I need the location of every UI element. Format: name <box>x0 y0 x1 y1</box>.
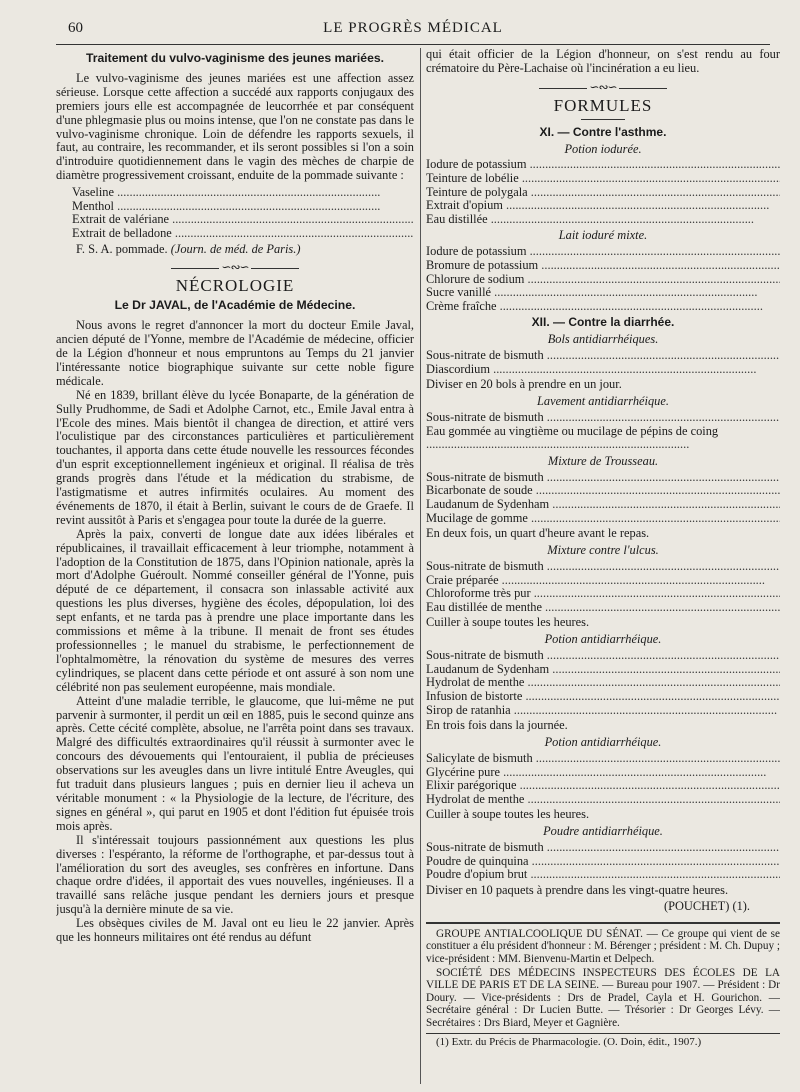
potion2-title: Potion antidiarrhéique. <box>544 735 662 750</box>
necro-paragraph: Nous avons le regret d'annoncer la mort du docteur Emile Javal, ancien député de l'Yonne, membre de l'Académie de médecine, officier de la Légion d'honneur et nous empruntons au Temps du 21 janvier l'intéressante notice biographique suivante sur cette noble figure médicale. <box>56 318 414 388</box>
necro-paragraph: Après la paix, converti de longue date aux idées libérales et républicaines, il travaillait efficacement à leur triomphe, notamment à l'adoption de la Constitution de 1875, dans l'Opinion nationale, après la mort d'Adolphe Guéroult. Nommé conseiller général de l'Yonne, puis député de ce département, il consacra son inlassable activité aux questions les plus diverses, hygiène des écoles, dépopulation, loi des sept enfants, et ne tarda pas à prendre une place importante dans les commissions et même à la tribune. Il menait de front ses études professionnelles ; le manuel du strabisme, le perfectionnement de l'ophtalmomètre, la rénovation du système de mesures des verres cylindriques, se placent dans cette période et ont assuré à son nom une célébrité non pas seulement européenne, mais mondiale. <box>56 526 414 694</box>
ulcus-title: Mixture contre l'ulcus. <box>547 543 659 558</box>
recipe-row <box>426 868 780 882</box>
recipe-row <box>426 186 780 200</box>
recipe-row <box>426 855 780 869</box>
ingredient-name: Teinture de lobélie ..... <box>426 172 780 186</box>
asthme-title: XI. — Contre l'asthme. <box>539 124 667 139</box>
ingredient-name: Poudre d'opium brut ..... <box>426 868 780 882</box>
ingredient-name: Bromure de potassium ..... <box>426 259 780 273</box>
ingredient-name: Extrait de belladone ..... <box>72 227 414 241</box>
trousseau-instructions: En deux fois, un quart d'heure avant le repas. <box>426 526 650 541</box>
recipe-row <box>72 200 414 214</box>
ulcus-instructions: Cuiller à soupe toutes les heures. <box>426 615 590 630</box>
running-title: LE PROGRÈS MÉDICAL <box>323 20 503 36</box>
necro-continuation: qui était officier de la Légion d'honneur, on s'est rendu au four crématoire du Père-Lachaise où l'incinération a eu lieu. <box>426 48 780 75</box>
ingredient-name: Mucilage de gomme ..... <box>426 512 780 526</box>
recipe-row <box>426 601 780 615</box>
left-column <box>56 48 414 1084</box>
note-medecins-inspecteurs: SOCIÉTÉ DES MÉDECINS INSPECTEURS DES ÉCOLES DE LA VILLE DE PARIS ET DE LA SEINE. — Bureau pour 1907. — Président : Dr Doury. — Vice-présidents : Drs de Pradel, Cayla et H. Gourichon. — Secrétaire général : Dr Lucien Butte. — Trésorier : Dr Georges Lévy. — Secrétaires : Drs Biard, Meyer et Gagnière. <box>426 966 780 1029</box>
recipe-row <box>426 425 780 452</box>
recipe-row <box>426 779 780 793</box>
necro-paragraph: Atteint d'une maladie terrible, le glaucome, que lui-même ne put parvenir à surmonter, il perdit un œil en 1885, puis le second quinze ans après. Cette cécité complète, absolue, ne l'arrêta point dans ses travaux. Malgré des difficultés extraordinaires qu'il réussit à surmonter avec le concours des dévouements qui l'entouraient, il publia de précieuses observations sur les aveugles dans un livre intitulé Entre Aveugles, qui fut traduit dans plusieurs langues ; puis en dernier lieu il acheva un véritable monument : « la Physiologie de la lecture, de l'écriture, des signes en général », qui parut en 1905 et dont l'édition fut épuisée trois mois après. <box>56 693 414 833</box>
recipe-row <box>426 158 780 172</box>
ingredient-name: Extrait de valériane ..... <box>72 213 414 227</box>
ingredient-name: Menthol ..... <box>72 200 414 214</box>
ingredient-name: Glycérine pure ..... <box>426 766 780 780</box>
recipe-row <box>72 227 414 241</box>
recipe-row <box>72 186 414 200</box>
poudre-instructions: Diviser en 10 paquets à prendre dans les vingt-quatre heures. <box>426 882 729 897</box>
poudre-recipe <box>426 841 780 882</box>
page-header <box>56 18 770 45</box>
recipe-row <box>426 349 780 363</box>
trousseau-title: Mixture de Trousseau. <box>547 453 659 468</box>
ulcus-recipe <box>426 560 780 614</box>
vulvo-paragraph: Le vulvo-vaginisme des jeunes mariées est une affection assez sérieuse. Lorsque cette affection a succédé aux rapports conjugaux des premiers jours elle est accompagnée de leucorrhée et par conséquent d'une phlegmasie plus ou moins intense, que l'on ne constate pas dans le vulvo-vaginisme chronique. Loin de défendre les rapports sexuels, il faut, au contraire, les recommander, et ils seront possibles si l'on a soin d'introduire quotidiennement dans le vagin des mèches de charpie de diamètre progressivement croissant, enduite de la pommade suivante : <box>56 70 414 183</box>
ingredient-name: Sous-nitrate de bismuth ..... <box>426 649 780 663</box>
lavement-title: Lavement antidiarrhéique. <box>537 394 669 409</box>
ingredient-name: Hydrolat de menthe ..... <box>426 793 780 807</box>
page-number: 60 <box>68 20 83 36</box>
ingredient-name: Laudanum de Sydenham ..... <box>426 663 780 677</box>
news-notes <box>426 922 780 1029</box>
recipe-row <box>426 273 780 287</box>
potion-iodee-title: Potion iodurée. <box>564 141 642 156</box>
ingredient-name: Sous-nitrate de bismuth ..... <box>426 411 780 425</box>
recipe-row <box>426 411 780 425</box>
necro-paragraph: Il s'intéressait toujours passionnément aux questions les plus diverses : l'espéranto, la réforme de l'orthographe, et par-dessus tout à l'amélioration du sort des aveugles, ses confrères en infortune. Dans chaque ordre d'idées, il apportait des vues nouvelles, ingénieuses. Il a travaillé sans relâche jusque pendant les derniers jours et presque jusqu'à la dernière minute de sa vie. <box>56 832 414 917</box>
footnote: (1) Extr. du Précis de Pharmacologie. (O. Doin, édit., 1907.) <box>426 1033 780 1050</box>
recipe-row <box>426 766 780 780</box>
recipe-row <box>426 199 780 213</box>
ingredient-name: Hydrolat de menthe ..... <box>426 676 780 690</box>
section-ornament: ∽∾∽ <box>426 81 780 95</box>
right-column <box>426 48 780 1084</box>
ingredient-name: Chloroforme très pur ..... <box>426 587 780 601</box>
ingredient-name: Eau gommée au vingtième ou mucilage de pépins de coing ..... <box>426 425 780 452</box>
ingredient-name: Sirop de ratanhia ..... <box>426 704 780 718</box>
section-ornament: ∽∾∽ <box>56 261 414 275</box>
recipe-row <box>426 471 780 485</box>
ingredient-name: Teinture de polygala ..... <box>426 186 780 200</box>
ingredient-name: Diascordium ..... <box>426 363 780 377</box>
potion-iodee-recipe <box>426 158 780 226</box>
vulvo-recipe <box>72 186 414 240</box>
vulvo-signature-source: (Journ. de méd. de Paris.) <box>170 241 301 256</box>
trousseau-recipe <box>426 471 780 525</box>
bols-title: Bols antidiarrhéiques. <box>547 332 659 347</box>
ingredient-name: Infusion de bistorte ..... <box>426 690 780 704</box>
recipe-row <box>72 213 414 227</box>
recipe-row <box>426 245 780 259</box>
recipe-row <box>426 300 780 314</box>
ingredient-name: Extrait d'opium ..... <box>426 199 780 213</box>
potion1-recipe <box>426 649 780 717</box>
ingredient-name: Chlorure de sodium ..... <box>426 273 780 287</box>
poudre-title: Poudre antidiarrhéique. <box>543 824 663 839</box>
ingredient-name: Iodure de potassium ..... <box>426 245 780 259</box>
recipe-row <box>426 793 780 807</box>
ingredient-name: Vaseline ..... <box>72 186 414 200</box>
note-antialcoolique: GROUPE ANTIALCOOLIQUE DU SÉNAT. — Ce groupe qui vient de se constituer a élu président d'honneur : M. Bérenger ; président : M. Ch. Dupuy ; vice-président : MM. Bienvenu-Martin et Delpech. <box>426 927 780 965</box>
lait-iodure-recipe <box>426 245 780 313</box>
lavement-recipe <box>426 411 780 452</box>
necrologie-subtitle: Le Dr JAVAL, de l'Académie de Médecine. <box>114 298 356 313</box>
ingredient-name: Laudanum de Sydenham ..... <box>426 498 780 512</box>
ingredient-name: Eau distillée ..... <box>426 213 780 227</box>
ingredient-name: Iodure de potassium ..... <box>426 158 780 172</box>
ingredient-name: Crème fraîche ..... <box>426 300 780 314</box>
ingredient-name: Poudre de quinquina ..... <box>426 855 780 869</box>
potion1-title: Potion antidiarrhéique. <box>544 632 662 647</box>
recipe-row <box>426 259 780 273</box>
potion2-instructions: Cuiller à soupe toutes les heures. <box>426 807 590 822</box>
ingredient-name: Sous-nitrate de bismuth ..... <box>426 349 780 363</box>
column-divider <box>420 48 421 1084</box>
ingredient-name: Sous-nitrate de bismuth ..... <box>426 560 780 574</box>
bols-recipe <box>426 349 780 376</box>
recipe-row <box>426 704 780 718</box>
bols-instructions: Diviser en 20 bols à prendre en un jour. <box>426 377 622 392</box>
recipe-row <box>426 560 780 574</box>
ingredient-name: Bicarbonate de soude ..... <box>426 484 780 498</box>
vulvo-signature-prefix: F. S. A. pommade. <box>76 241 168 256</box>
recipe-row <box>426 172 780 186</box>
vulvo-signature <box>56 243 414 257</box>
necro-paragraph: Né en 1839, brillant élève du lycée Bonaparte, de la génération de Sully Prudhomme, de Sadi et Adolphe Carnot, etc., Emile Javal entra à l'Ecole des mines. Mais bientôt il changea de direction, et attiré vers l'oculistique par des circonstances particulières et particulièrement touchantes, il apporta dans cette étude nouvelle les ressources fécondes d'un esprit exceptionnellement ingénieux et original. Il réalisa de très grands progrès dans l'étude et la médication du strabisme, de l'astigmatisme et autres infirmités oculaires. Au moment des événements de 1870, il était à Berlin, suivant le cours de de Graefe. Il revint aussitôt à Paris et s'engagea pour toute la durée de la guerre. <box>56 387 414 527</box>
recipe-row <box>426 841 780 855</box>
ingredient-name: Sous-nitrate de bismuth ..... <box>426 471 780 485</box>
recipe-row <box>426 676 780 690</box>
ingredient-name: Salicylate de bismuth ..... <box>426 752 780 766</box>
lait-iodure-title: Lait ioduré mixte. <box>558 228 648 243</box>
recipe-row <box>426 690 780 704</box>
potion2-recipe <box>426 752 780 806</box>
ingredient-name: Elixir parégorique ..... <box>426 779 780 793</box>
recipe-row <box>426 286 780 300</box>
recipe-row <box>426 213 780 227</box>
recipe-row <box>426 663 780 677</box>
formules-signature: (POUCHET) (1). <box>663 898 750 913</box>
recipe-row <box>426 587 780 601</box>
ingredient-name: Craie préparée ..... <box>426 574 780 588</box>
recipe-row <box>426 498 780 512</box>
recipe-row <box>426 512 780 526</box>
necrologie-title: NÉCROLOGIE <box>175 276 295 296</box>
potion1-instructions: En trois fois dans la journée. <box>426 718 568 733</box>
recipe-row <box>426 649 780 663</box>
necro-paragraph: Les obsèques civiles de M. Javal ont eu lieu le 22 janvier. Après que les honneurs militaires ont été rendus au défunt <box>56 916 414 945</box>
vulvo-title: Traitement du vulvo-vaginisme des jeunes mariées. <box>85 51 385 65</box>
ingredient-name: Eau distillée de menthe ..... <box>426 601 780 615</box>
formules-title: FORMULES <box>553 95 653 115</box>
recipe-row <box>426 574 780 588</box>
ingredient-name: Sucre vanillé ..... <box>426 286 780 300</box>
recipe-row <box>426 363 780 377</box>
recipe-row <box>426 484 780 498</box>
diarrhee-title: XII. — Contre la diarrhée. <box>531 315 675 330</box>
recipe-row <box>426 752 780 766</box>
ingredient-name: Sous-nitrate de bismuth ..... <box>426 841 780 855</box>
